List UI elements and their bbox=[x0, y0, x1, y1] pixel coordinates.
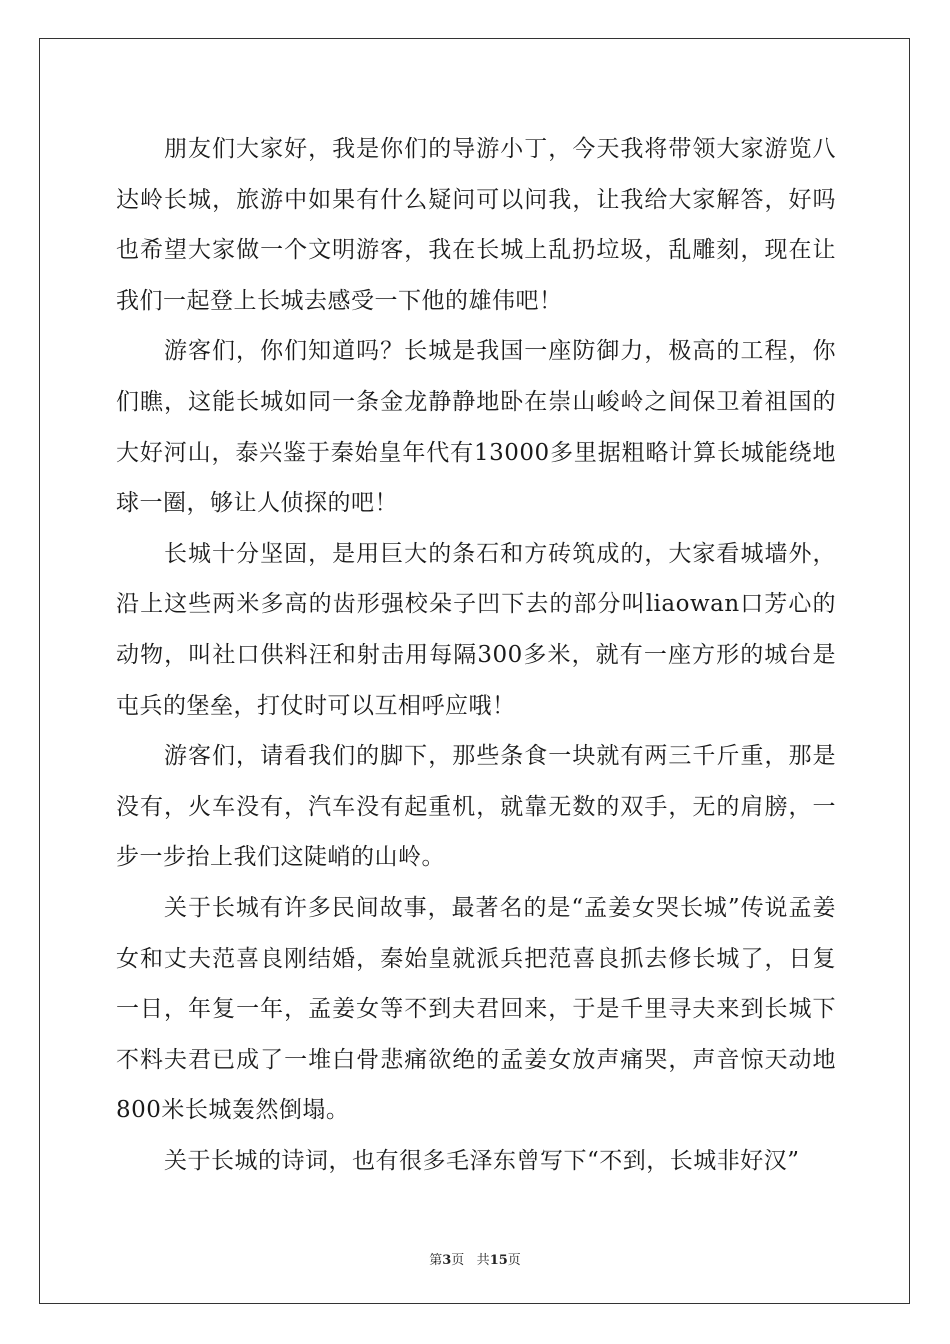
current-page-number: 3 bbox=[442, 1253, 452, 1268]
total-suffix: 页 bbox=[507, 1253, 521, 1268]
paragraph-6: 关于长城的诗词，也有很多毛泽东曾写下“不到，长城非好汉” bbox=[164, 1147, 800, 1174]
paragraph-1: 朋友们大家好，我是你们的导游小丁，今天我将带领大家游览八达岭长城，旅游中如果有什么疑问可以问我，让我给大家解答，好吗也希望大家做一个文明游客，我在长城上乱扔垃圾，乱雕刻，现在让我们一起登上长城去感受一下他的雄伟吧！ bbox=[116, 136, 836, 314]
paragraph-2: 游客们，你们知道吗？长城是我国一座防御力，极高的工程，你们瞧，这能长城如同一条金龙静静地卧在崇山峻岭之间保卫着祖国的大好河山，泰兴鉴于秦始皇年代有13000多里据粗略计算长城能绕地球一圈，够让人侦探的吧！ bbox=[116, 338, 836, 517]
total-page-count: 15 bbox=[489, 1253, 508, 1268]
paragraph-3: 长城十分坚固，是用巨大的条石和方砖筑成的，大家看城墙外，沿上这些两米多高的齿形强校朵子凹下去的部分叫liaowan口芳心的动物，叫社口供料汪和射击用每隔300多米，就有一座方形的城台是屯兵的堡垒，打仗时可以互相呼应哦！ bbox=[116, 540, 836, 719]
document-body bbox=[116, 124, 836, 1186]
page-suffix: 页 bbox=[451, 1253, 465, 1268]
paragraph-4: 游客们，请看我们的脚下，那些条食一块就有两三千斤重，那是没有，火车没有，汽车没有起重机，就靠无数的双手，无的肩膀，一步一步抬上我们这陡峭的山岭。 bbox=[116, 743, 836, 871]
total-prefix: 共 bbox=[476, 1253, 490, 1268]
paragraph-5: 关于长城有许多民间故事，最著名的是“孟姜女哭长城”传说孟姜女和丈夫范喜良刚结婚，秦始皇就派兵把范喜良抓去修长城了，日复一日，年复一年，孟姜女等不到夫君回来，于是千里寻夫来到长城下不料夫君已成了一堆白骨悲痛欲绝的孟姜女放声痛哭，声音惊天动地800米长城轰然倒塌。 bbox=[116, 894, 836, 1124]
page-prefix: 第 bbox=[429, 1253, 443, 1268]
page-number-footer bbox=[0, 1249, 950, 1268]
